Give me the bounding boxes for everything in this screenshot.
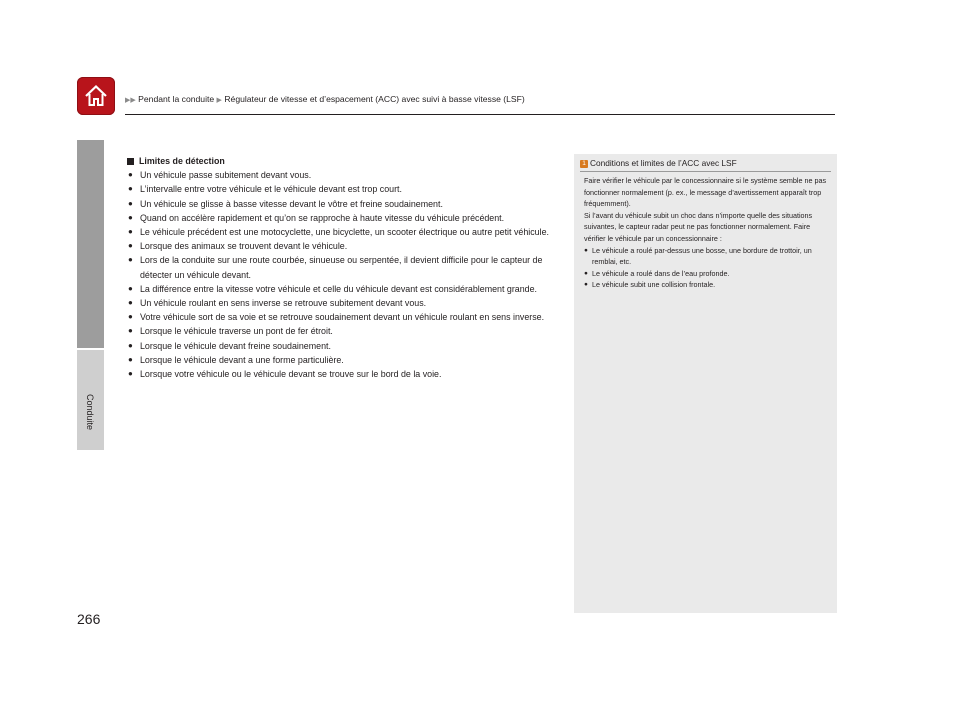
list-item: ● Votre véhicule sort de sa voie et se retrouve soudainement devant un véhicule roulant en sens inverse. xyxy=(127,310,559,324)
side-tab-label: Conduite xyxy=(85,393,95,431)
note-divider xyxy=(580,171,831,172)
breadcrumb-arrow-icon: ▶▶ xyxy=(125,97,136,104)
note-list-item: ● Le véhicule a roulé par-dessus une bosse, une bordure de trottoir, un remblai, etc. xyxy=(584,245,829,268)
note-sidebar xyxy=(574,154,837,613)
list-item: ● Lors de la conduite sur une route courbée, sinueuse ou serpentée, il devient difficile pour le capteur de détecter un véhicule devant. xyxy=(127,253,559,281)
breadcrumb-item-driving[interactable]: Pendant la conduite xyxy=(138,94,215,104)
list-item: ● L’intervalle entre votre véhicule et le véhicule devant est trop court. xyxy=(127,182,559,196)
detection-limits-list xyxy=(127,168,559,381)
list-item: ● Un véhicule se glisse à basse vitesse devant le vôtre et freine soudainement. xyxy=(127,197,559,211)
list-item: ● Lorsque des animaux se trouvent devant le véhicule. xyxy=(127,239,559,253)
list-item: ● Le véhicule précédent est une motocyclette, une bicyclette, un scooter électrique ou autre petit véhicule. xyxy=(127,225,559,239)
list-item: ● Lorsque votre véhicule ou le véhicule devant se trouve sur le bord de la voie. xyxy=(127,367,559,381)
home-icon xyxy=(83,83,109,109)
list-item: ● Lorsque le véhicule devant freine soudainement. xyxy=(127,339,559,353)
breadcrumb-item-acc[interactable]: Régulateur de vitesse et d’espacement (ACC) avec suivi à basse vitesse (LSF) xyxy=(224,94,525,104)
main-content xyxy=(127,154,559,381)
square-bullet-icon xyxy=(127,158,134,165)
header-divider xyxy=(125,114,835,115)
note-list-item: ● Le véhicule subit une collision frontale. xyxy=(584,279,829,291)
note-list-item: ● Le véhicule a roulé dans de l’eau profonde. xyxy=(584,268,829,280)
side-tab-upper xyxy=(77,140,104,348)
list-item: ● Lorsque le véhicule devant a une forme particulière. xyxy=(127,353,559,367)
note-body xyxy=(584,175,829,291)
note-paragraph: Si l’avant du véhicule subit un choc dans n’importe quelle des situations suivantes, le capteur radar peut ne pas fonctionner normalement. Faire vérifier le véhicule par un concessionnaire : xyxy=(584,210,813,243)
section-heading xyxy=(127,154,559,168)
list-item: ● Quand on accélère rapidement et qu’on se rapproche à haute vitesse du véhicule précédent. xyxy=(127,211,559,225)
list-item: ● Un véhicule roulant en sens inverse se retrouve subitement devant vous. xyxy=(127,296,559,310)
note-reference-badge: 1 xyxy=(580,160,588,168)
note-title xyxy=(580,158,737,168)
note-paragraph: Faire vérifier le véhicule par le concessionnaire si le système semble ne pas fonctionner normalement (p. ex., le message d’avertissement apparaît trop fréquemment). xyxy=(584,176,827,209)
page-number: 266 xyxy=(77,611,101,627)
section-title: Limites de détection xyxy=(139,156,225,166)
note-title-text: Conditions et limites de l’ACC avec LSF xyxy=(590,158,737,168)
home-button[interactable] xyxy=(77,77,115,115)
list-item: ● Un véhicule passe subitement devant vous. xyxy=(127,168,559,182)
breadcrumb-arrow-icon: ▶ xyxy=(216,97,222,104)
list-item: ● La différence entre la vitesse votre véhicule et celle du véhicule devant est considérablement grande. xyxy=(127,282,559,296)
breadcrumb xyxy=(125,94,525,104)
list-item: ● Lorsque le véhicule traverse un pont de fer étroit. xyxy=(127,324,559,338)
note-list xyxy=(584,245,829,291)
